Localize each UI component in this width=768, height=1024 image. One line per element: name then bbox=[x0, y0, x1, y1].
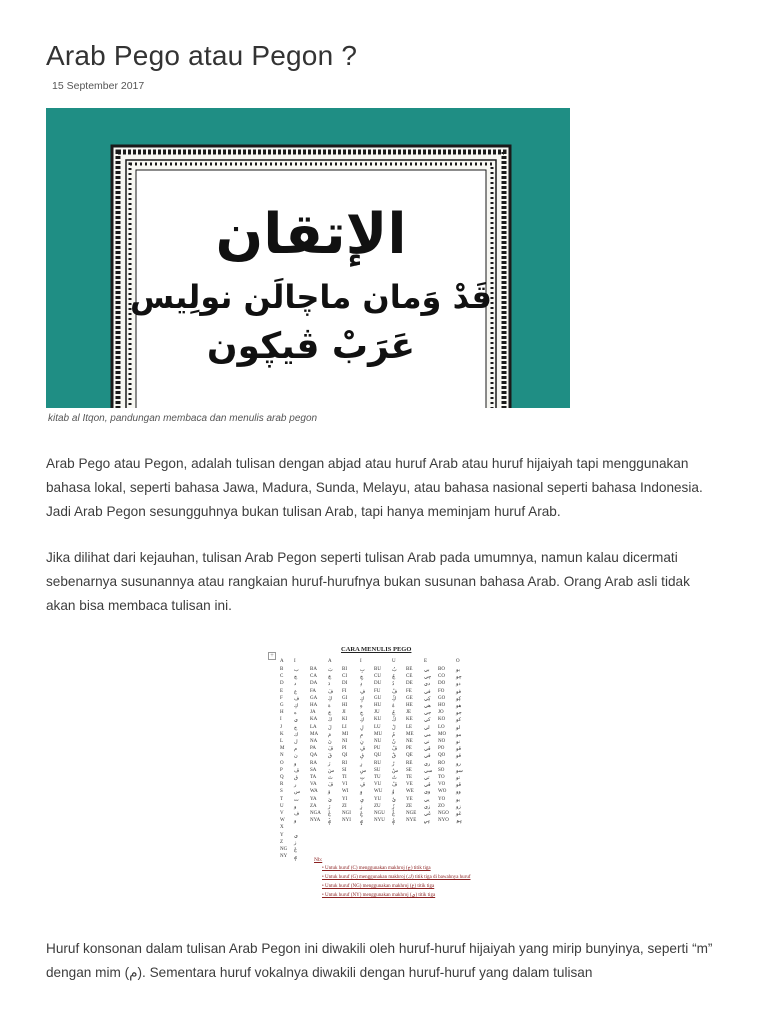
pego-table-cell: NYO bbox=[438, 818, 449, 824]
pego-table-cell: SE bbox=[406, 767, 412, 773]
pego-table-cell: GE bbox=[406, 695, 413, 701]
pego-note: • Untuk huruf (G) menggunakan makhroj (ك) titik tiga di bawahnya huruf bbox=[322, 875, 471, 880]
pego-table-cell: سي bbox=[424, 768, 433, 774]
pego-table-cell: تي bbox=[424, 776, 430, 781]
pego-table-cell: WA bbox=[310, 789, 318, 795]
pego-table-cell: MI bbox=[342, 731, 349, 737]
pego-table-cell: M bbox=[280, 746, 285, 752]
pego-table-cell: VE bbox=[406, 782, 413, 788]
pego-table-cell: GO bbox=[438, 695, 446, 701]
pego-table-cell: WE bbox=[406, 789, 414, 795]
pego-table-cell: GU bbox=[374, 695, 382, 701]
pego-table-cell: PA bbox=[310, 746, 316, 752]
pego-table-cell: LE bbox=[406, 724, 413, 730]
table-move-handle-icon: + bbox=[268, 652, 276, 660]
pego-table-cell: وي bbox=[424, 790, 431, 796]
pego-table-cell: Z bbox=[280, 839, 284, 845]
pego-table-cell: ڤَ bbox=[328, 783, 334, 789]
pego-table-cell: T bbox=[280, 796, 284, 802]
pego-table-cell: CO bbox=[438, 674, 445, 680]
pego-table-cell: ت bbox=[294, 797, 299, 803]
pego-table-cell: يو bbox=[456, 797, 460, 803]
pego-table-cell: NGU bbox=[374, 811, 385, 816]
pego-table-cell: K bbox=[280, 731, 284, 737]
pego-table-cell: WI bbox=[342, 789, 349, 795]
pego-table-cell: FA bbox=[310, 688, 317, 694]
page-title: Arab Pego atau Pegon ? bbox=[46, 40, 358, 71]
pego-table-cell: NYU bbox=[374, 818, 385, 824]
pego-table-cell: ۑو bbox=[456, 819, 462, 825]
pego-table-cell: نُ bbox=[392, 740, 396, 745]
pego-table-cell: NY bbox=[280, 854, 288, 860]
pego-table-cell: SU bbox=[374, 767, 381, 773]
pego-table-cell: ڮَ bbox=[328, 696, 333, 702]
pego-table-cell: BI bbox=[342, 667, 347, 672]
pego-table-cell: ڮي bbox=[424, 696, 431, 702]
pego-header-cell: I bbox=[360, 659, 362, 664]
pego-table-cell: لُ bbox=[392, 725, 396, 731]
pego-table-cell: DI bbox=[342, 681, 348, 687]
pego-table-cell: VA bbox=[310, 782, 317, 788]
pego-table-cell: ڤي bbox=[424, 747, 431, 753]
pego-table-cell: RO bbox=[438, 760, 445, 766]
pego-table-cell: BA bbox=[310, 667, 317, 672]
pego-table-cell: چو bbox=[456, 675, 462, 681]
pego-table-cell: TE bbox=[406, 775, 413, 780]
post-date: 15 September 2017 bbox=[52, 80, 145, 92]
arabic-subtitle-2: عَرَبْ ڤيڮون bbox=[206, 326, 416, 367]
pego-table-cell: ج bbox=[294, 725, 298, 731]
pego-table-cell: DU bbox=[374, 681, 382, 687]
arabic-title: الإتقان bbox=[215, 202, 407, 267]
pego-table-cell: هَ bbox=[328, 704, 331, 709]
pego-table-cell: تَ bbox=[328, 776, 333, 781]
pego-table-cell: QA bbox=[310, 753, 318, 759]
pego-table-cell: جو bbox=[456, 711, 462, 717]
pego-table-cell: LA bbox=[310, 724, 317, 730]
pego-table-cell: HU bbox=[374, 703, 382, 708]
pego-table-cell: ڤو bbox=[456, 783, 461, 789]
pego-table-cell: CI bbox=[342, 674, 347, 680]
pego-table-cell: NI bbox=[342, 739, 348, 744]
pego-table-cell: كُ bbox=[392, 718, 397, 724]
pego-table-cell: بي bbox=[424, 668, 430, 673]
pego-table-cell: فو bbox=[456, 689, 461, 695]
pego-table-cell: م bbox=[294, 747, 298, 753]
pego-header-cell: A bbox=[328, 659, 332, 664]
pego-table-cell: في bbox=[424, 689, 431, 695]
pego-table-cell: NGO bbox=[438, 811, 449, 816]
image-caption: kitab al Itqon, pandungan membaca dan menulis arab pegon bbox=[48, 413, 318, 424]
pego-header-cell: O bbox=[456, 659, 460, 664]
pego-table-cell: CA bbox=[310, 674, 317, 680]
pego-table-cell: NU bbox=[374, 739, 382, 744]
pego-header-cell: U bbox=[392, 659, 396, 664]
pego-note: • Untuk huruf (C) menggunakan makhroj (ج) titik tiga bbox=[322, 866, 431, 871]
pego-table-cell: ه bbox=[294, 711, 297, 717]
pego-notes-label: Nb: bbox=[314, 857, 323, 863]
pego-table-cell: هُ bbox=[392, 704, 395, 709]
pego-table-cell: دُ bbox=[392, 682, 395, 688]
pego-table-cell: V bbox=[280, 811, 284, 816]
pego-table-cell: ري bbox=[424, 761, 431, 767]
pego-table-cell: S bbox=[280, 789, 283, 795]
pego-table-cell: ني bbox=[424, 740, 430, 745]
pego-table-cell: VO bbox=[438, 782, 446, 788]
pego-table-cell: جُ bbox=[392, 711, 396, 717]
pego-table-cell: PO bbox=[438, 746, 445, 752]
pego-table-cell: NGA bbox=[310, 811, 321, 816]
pego-table-cell: رو bbox=[456, 761, 461, 767]
pego-table-cell: ب bbox=[294, 668, 299, 673]
pego-table-cell: GA bbox=[310, 695, 318, 701]
pego-table-cell: LU bbox=[374, 724, 381, 730]
pego-table-cell: بو bbox=[456, 668, 460, 673]
pego-table-cell: فِ bbox=[360, 689, 366, 695]
pego-table-cell: ڤي bbox=[424, 783, 431, 789]
pego-table-cell: YO bbox=[438, 796, 446, 802]
pego-table-cell: BU bbox=[374, 667, 381, 672]
pego-table-cell: RU bbox=[374, 760, 381, 766]
pego-table-cell: DO bbox=[438, 681, 446, 687]
pego-table-cell: نو bbox=[456, 740, 460, 745]
pego-table-cell: HO bbox=[438, 703, 446, 708]
pego-table-cell: DE bbox=[406, 681, 413, 687]
pego-table-cell: سُ bbox=[392, 768, 399, 774]
pego-table-cell: ڮ bbox=[294, 704, 299, 709]
pego-table-cell: L bbox=[280, 739, 284, 744]
pego-table-cell: زُ bbox=[392, 804, 395, 810]
pego-table-cell: LI bbox=[342, 724, 347, 730]
pego-header-cell: E bbox=[424, 659, 428, 664]
pego-table-cell: JU bbox=[374, 710, 380, 716]
pego-table-cell: دِ bbox=[360, 682, 363, 688]
pego-table-cell: ZU bbox=[374, 803, 381, 809]
pego-table-cell: مي bbox=[424, 732, 431, 738]
pego-table-cell: زَ bbox=[328, 804, 331, 810]
pego-table-cell: GI bbox=[342, 695, 348, 701]
pego-table-cell: WO bbox=[438, 789, 447, 795]
pego-table-cell: جي bbox=[424, 711, 432, 717]
pego-table-cell: YE bbox=[406, 796, 413, 802]
pego-table-cell: چي bbox=[424, 675, 432, 681]
pego-table-cell: ڠَ bbox=[328, 812, 331, 817]
arabic-subtitle-1: قَدْ وَمان ماچالَن نولِيس bbox=[130, 278, 492, 316]
pego-table-cell: چَ bbox=[328, 675, 332, 681]
pego-table-cell: R bbox=[280, 782, 284, 788]
pego-table-cell: بِ bbox=[360, 668, 365, 673]
pego-table-cell: LO bbox=[438, 724, 445, 730]
pego-table-cell: J bbox=[280, 724, 282, 730]
pego-table-cell: JO bbox=[438, 710, 444, 716]
pego-table-cell: JA bbox=[310, 710, 316, 716]
pego-table-cell: KU bbox=[374, 717, 382, 723]
pego-table-cell: ف bbox=[294, 696, 300, 702]
pego-table-cell: ڮُ bbox=[392, 696, 397, 702]
pego-table-cell: JE bbox=[406, 710, 411, 716]
pego-table-cell: قو bbox=[456, 754, 461, 760]
pego-table-cell: ۑِ bbox=[360, 819, 363, 825]
pego-table-cell: وَ bbox=[328, 790, 331, 796]
pego-table-cell: ۑ bbox=[294, 855, 297, 861]
pego-table-cell: مَ bbox=[328, 732, 332, 738]
pego-table-cell: جِ bbox=[360, 711, 364, 717]
pego-table-cell: G bbox=[280, 703, 284, 708]
pego-table-cell: كو bbox=[456, 718, 461, 724]
pego-table-cell: ك bbox=[294, 732, 299, 738]
pego-table-cell: KA bbox=[310, 717, 318, 723]
pego-table-cell: TI bbox=[342, 775, 347, 780]
pego-table-cell: هِ bbox=[360, 704, 363, 709]
pego-table-cell: لَ bbox=[328, 725, 332, 731]
pego-table-cell: ق bbox=[294, 776, 298, 781]
pego-table-cell: تُ bbox=[392, 776, 397, 781]
paragraph-1: Arab Pego atau Pegon, adalah tulisan dengan abjad atau huruf Arab atau huruf hijaiyah tapi menggunakan bahasa lokal, seperti bahasa Jawa, Madura, Sunda, Melayu, atau bahasa nasional seperti bahasa Indonesia. Jadi Arab Pegon sesungguhnya bukan tulisan Arab, tapi hanya meminjam huruf Arab. bbox=[46, 456, 703, 519]
pego-table-cell: TU bbox=[374, 775, 381, 780]
pego-table-cell: CU bbox=[374, 674, 381, 680]
pego-table-cell: JI bbox=[342, 710, 346, 716]
pego-table-cell: نِ bbox=[360, 740, 364, 745]
pego-table-cell: RA bbox=[310, 760, 317, 766]
pego-table-cell: ۑُ bbox=[392, 819, 395, 825]
pego-table-cell: قَ bbox=[328, 754, 332, 760]
pego-table-cell: TA bbox=[310, 775, 317, 780]
pego-table-cell: RI bbox=[342, 760, 347, 766]
pego-table-cell: F bbox=[280, 695, 283, 701]
pego-table-cell: X bbox=[280, 825, 284, 831]
pego-table-cell: ڠو bbox=[456, 812, 462, 817]
pego-table-cell: ڤو bbox=[456, 747, 461, 753]
pego-table-cell: KE bbox=[406, 717, 413, 723]
pego-table-cell: SI bbox=[342, 767, 347, 773]
pego-table-cell: ڠُ bbox=[392, 812, 395, 817]
pego-table-cell: ZA bbox=[310, 803, 317, 809]
pego-table-cell: QI bbox=[342, 753, 348, 759]
pego-table-cell: لِ bbox=[360, 725, 364, 731]
pego-table-cell: ڤِ bbox=[360, 747, 366, 753]
pego-table-cell: سو bbox=[456, 768, 463, 774]
pego-table-cell: لو bbox=[456, 725, 461, 731]
pego-table-cell: KO bbox=[438, 717, 446, 723]
pego-table-cell: I bbox=[280, 717, 282, 723]
pego-table-cell: وو bbox=[456, 790, 461, 796]
pego-table-cell: ME bbox=[406, 731, 414, 737]
pego-table-cell: MA bbox=[310, 731, 319, 737]
pego-table-cell: ZI bbox=[342, 803, 347, 809]
pego-table-cell: YI bbox=[342, 796, 348, 802]
pego-table-cell: SA bbox=[310, 767, 317, 773]
pego-table-cell: و bbox=[294, 761, 297, 767]
pego-table-cell: ڤَ bbox=[328, 747, 334, 753]
pego-table-cell: بَ bbox=[328, 668, 333, 673]
pego-table-cell: چ bbox=[294, 675, 298, 681]
pego-table-cell: DA bbox=[310, 681, 318, 687]
pego-table-cell: ۑي bbox=[424, 819, 430, 825]
pego-table-cell: FU bbox=[374, 688, 381, 694]
pego-table-cell: PI bbox=[342, 746, 347, 752]
pego-table-cell: ڮِ bbox=[360, 696, 365, 702]
pego-table-cell: زي bbox=[424, 804, 431, 810]
pego-table-cell: N bbox=[280, 753, 284, 759]
pego-table-cell: NA bbox=[310, 739, 318, 744]
pego-table-cell: MO bbox=[438, 731, 447, 737]
pego-table-cell: قُ bbox=[392, 754, 396, 760]
pego-table-cell: NGE bbox=[406, 811, 417, 816]
pego-table-cell: ر bbox=[294, 783, 297, 789]
pego-table-cell: مُ bbox=[392, 732, 396, 738]
pego-table-cell: هو bbox=[456, 704, 462, 709]
pego-table-cell: كَ bbox=[328, 718, 333, 724]
pego-table-cell: KI bbox=[342, 717, 348, 723]
pego-table-cell: BE bbox=[406, 667, 413, 672]
pego-table-cell: رِ bbox=[360, 761, 363, 767]
pego-table-cell: ۑَ bbox=[328, 819, 331, 825]
pego-table-cell: ZO bbox=[438, 803, 445, 809]
pego-table-cell: فَ bbox=[328, 689, 334, 695]
pego-table-cell: زو bbox=[456, 804, 461, 810]
pego-table-cell: PE bbox=[406, 746, 412, 752]
pego-table-cell: ع bbox=[294, 689, 297, 695]
pego-table-cell: كي bbox=[424, 718, 431, 724]
pego-table-cell: ل bbox=[294, 740, 298, 745]
pego-table-cell: CE bbox=[406, 674, 413, 680]
pego-table-cell: Q bbox=[280, 775, 284, 780]
pego-table-cell: دي bbox=[424, 682, 431, 688]
paragraph-2: Jika dilihat dari kejauhan, tulisan Arab Pegon seperti tulisan Arab pada umumnya, namun kalau dicermati sebenarnya susunannya atau rangkaian huruf-hurufnya bukan susunan bahasa Arab. Orang Arab asli tidak akan bisa membaca tulisan ini. bbox=[46, 550, 690, 613]
pego-table-cell: بُ bbox=[392, 668, 397, 673]
pego-table-cell: دَ bbox=[328, 682, 331, 688]
pego-table-cell: E bbox=[280, 688, 284, 694]
pego-table-cell: FI bbox=[342, 688, 347, 694]
pego-table-cell: ڤِ bbox=[360, 783, 366, 789]
pego-table-cell: قي bbox=[424, 754, 431, 760]
pego-table-cell: HE bbox=[406, 703, 413, 708]
paragraph-3: Huruf konsonan dalam tulisan Arab Pegon ini diwakili oleh huruf-huruf hijaiyah yang mirip bunyinya, seperti “m” dengan mim (م). Sementara huruf vokalnya diwakili dengan huruf-huruf yang dalam tulisan bbox=[46, 941, 713, 980]
pego-table-cell: HA bbox=[310, 703, 318, 708]
pego-table-cell: ڤ bbox=[294, 768, 300, 774]
pego-table-cell: NYI bbox=[342, 818, 351, 824]
pego-table-cell: Y bbox=[280, 832, 284, 838]
pego-table-cell: كِ bbox=[360, 718, 365, 724]
pego-table-cell: VU bbox=[374, 782, 382, 788]
pego-table-cell: ف bbox=[294, 812, 300, 817]
pego-table-cell: زِ bbox=[360, 804, 363, 810]
pego-table-cell: وِ bbox=[360, 790, 363, 796]
pego-table-cell: رَ bbox=[328, 761, 331, 767]
pego-table-cell: D bbox=[280, 681, 284, 687]
pego-table-cell: هي bbox=[424, 704, 431, 709]
pego-table-cell: RE bbox=[406, 760, 413, 766]
pego-table-title: CARA MENULIS PEGO bbox=[341, 646, 412, 653]
pego-table-cell: ڤُ bbox=[392, 783, 398, 789]
pego-table-cell: چُ bbox=[392, 675, 396, 681]
pego-table-cell: و bbox=[294, 819, 297, 825]
pego-table-cell: لي bbox=[424, 725, 430, 731]
pego-table-cell: وُ bbox=[392, 790, 395, 796]
pego-table-cell: ز bbox=[294, 840, 297, 846]
pego-table-cell: ي bbox=[294, 718, 298, 724]
pego-table-cell: YU bbox=[374, 796, 382, 802]
pego-table-cell: تو bbox=[456, 776, 460, 781]
pego-table-cell: رُ bbox=[392, 761, 395, 767]
pego-table-cell: يِ bbox=[360, 797, 364, 803]
pego-note: • Untuk huruf (NY) menggunakan makhroj (ي) titik tiga bbox=[322, 893, 436, 898]
pego-table-cell: يي bbox=[424, 797, 430, 803]
pego-table-cell: فُ bbox=[392, 689, 398, 695]
pego-table-cell: SO bbox=[438, 767, 445, 773]
pego-table-cell: HI bbox=[342, 703, 348, 708]
pego-table-cell: C bbox=[280, 674, 284, 680]
pego-table-cell: BO bbox=[438, 667, 445, 672]
pego-table-cell: يَ bbox=[328, 797, 332, 803]
pego-table-cell: W bbox=[280, 818, 285, 824]
pego-table-cell: ي bbox=[294, 833, 298, 839]
pego-table-cell: نَ bbox=[328, 740, 332, 745]
pego-table-cell: تِ bbox=[360, 776, 365, 781]
pego-header-cell: A bbox=[280, 659, 284, 664]
pego-table-cell: QU bbox=[374, 753, 382, 759]
pego-table-cell: YA bbox=[310, 796, 317, 802]
pego-table-cell: NGI bbox=[342, 811, 351, 816]
pego-table-cell: FO bbox=[438, 688, 445, 694]
pego-table-cell: QO bbox=[438, 753, 446, 759]
pego-table-cell: ڠ bbox=[294, 848, 297, 853]
pego-table-cell: P bbox=[280, 767, 283, 773]
pego-table-cell: چِ bbox=[360, 675, 364, 681]
pego-table-cell: دو bbox=[456, 682, 461, 688]
pego-table-cell: O bbox=[280, 760, 284, 766]
pego-table-cell: سَ bbox=[328, 768, 335, 774]
pego-table-cell: ڤُ bbox=[392, 747, 398, 753]
pego-table-cell: ڠِ bbox=[360, 812, 363, 817]
pego-table-cell: قِ bbox=[360, 754, 364, 760]
pego-table-cell: VI bbox=[342, 782, 348, 788]
pego-table-cell: PU bbox=[374, 746, 381, 752]
pego-table-cell: NG bbox=[280, 847, 288, 852]
pego-table-cell: د bbox=[294, 682, 297, 688]
pego-table-cell: ڠي bbox=[424, 812, 432, 817]
pego-table-cell: WU bbox=[374, 789, 383, 795]
pego-table-cell: ڮو bbox=[456, 696, 461, 702]
pego-table-cell: TO bbox=[438, 775, 445, 780]
pego-table-cell: ZE bbox=[406, 803, 413, 809]
pego-table-cell: H bbox=[280, 710, 284, 716]
pego-table-cell: B bbox=[280, 667, 284, 672]
pego-table-cell: سِ bbox=[360, 768, 367, 774]
cover-image[interactable] bbox=[46, 108, 570, 408]
pego-table-cell: MU bbox=[374, 731, 383, 737]
pego-table-image[interactable] bbox=[266, 642, 498, 912]
pego-table-cell: NYE bbox=[406, 818, 417, 824]
pego-table-cell: و bbox=[294, 804, 297, 810]
pego-table-cell: FE bbox=[406, 688, 412, 694]
pego-table-cell: س bbox=[294, 790, 301, 796]
pego-table-cell: QE bbox=[406, 753, 413, 759]
pego-table-cell: يُ bbox=[392, 797, 396, 803]
pego-table-cell: جَ bbox=[328, 711, 332, 717]
pego-table-cell: مو bbox=[456, 732, 462, 738]
pego-note: • Untuk huruf (NG) menggunakan makhroj (ع) titik tiga bbox=[322, 884, 435, 889]
pego-table-cell: مِ bbox=[360, 732, 364, 738]
pego-table-cell: NE bbox=[406, 739, 413, 744]
pego-table-cell: ن bbox=[294, 754, 298, 760]
pego-table-cell: NO bbox=[438, 739, 446, 744]
pego-table-cell: NYA bbox=[310, 818, 321, 824]
pego-header-cell: I bbox=[294, 659, 296, 664]
pego-table-cell: U bbox=[280, 803, 284, 809]
